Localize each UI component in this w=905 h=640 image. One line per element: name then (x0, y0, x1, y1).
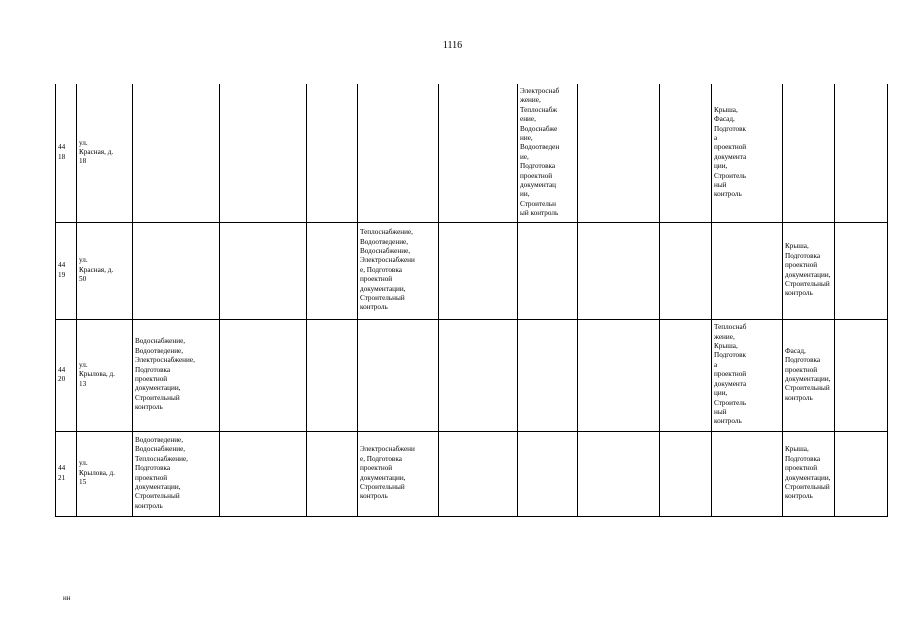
work-cell (439, 84, 518, 222)
table-row (56, 222, 888, 319)
address-cell: ул. Красная, д. 50 (77, 222, 133, 319)
work-cell (307, 84, 358, 222)
work-cell (307, 431, 358, 516)
work-cell (439, 431, 518, 516)
work-cell: Крыша, Подготовка проектной документации, Строительный контроль (783, 431, 835, 516)
work-cell: Крыша, Фасад, Подготовк а проектной документа ции, Строитель ный контроль (712, 84, 783, 222)
work-cell (307, 319, 358, 431)
work-cell (358, 84, 439, 222)
address-cell: ул. Крылова, д. 15 (77, 431, 133, 516)
table-row (56, 431, 888, 516)
work-cell (220, 84, 307, 222)
row-number-cell: 44 18 (56, 84, 77, 222)
work-cell (835, 319, 888, 431)
work-cell (660, 222, 712, 319)
table-row (56, 319, 888, 431)
work-cell (783, 84, 835, 222)
address-cell: ул. Красная, д. 18 (77, 84, 133, 222)
works-table (55, 84, 888, 517)
work-cell (578, 84, 660, 222)
work-cell (439, 319, 518, 431)
work-cell (220, 319, 307, 431)
work-cell (835, 431, 888, 516)
work-cell (220, 222, 307, 319)
work-cell (133, 84, 220, 222)
work-cell (835, 222, 888, 319)
work-cell: Фасад, Подготовка проектной документации, Строительный контроль (783, 319, 835, 431)
work-cell: Крыша, Подготовка проектной документации, Строительный контроль (783, 222, 835, 319)
page-number: 1116 (442, 40, 463, 51)
work-cell (307, 222, 358, 319)
work-cell (220, 431, 307, 516)
footer-mark: нн (63, 594, 71, 602)
work-cell (712, 431, 783, 516)
work-cell (518, 319, 578, 431)
work-cell: Теплоснаб жение, Крыша, Подготовк а проектной документа ции, Строитель ный контроль (712, 319, 783, 431)
work-cell (133, 222, 220, 319)
work-cell (439, 222, 518, 319)
work-cell: Электроснаб жение, Теплоснабж ение, Водоснабже ние, Водоотведен ие, Подготовка проектной документац ии, Строительн ый контроль (518, 84, 578, 222)
work-cell (835, 84, 888, 222)
row-number-cell: 44 19 (56, 222, 77, 319)
work-cell: Водоснабжение, Водоотведение, Электроснабжение, Подготовка проектной документации, Строительный контроль (133, 319, 220, 431)
work-cell (358, 319, 439, 431)
work-cell (518, 431, 578, 516)
work-cell: Теплоснабжение, Водоотведение, Водоснабжение, Электроснабжени е, Подготовка проектной документации, Строительный контроль (358, 222, 439, 319)
table-row (56, 84, 888, 222)
work-cell: Водоотведение, Водоснабжение, Теплоснабжение, Подготовка проектной документации, Строительный контроль (133, 431, 220, 516)
work-cell (578, 319, 660, 431)
work-cell (660, 84, 712, 222)
work-cell (660, 319, 712, 431)
row-number-cell: 44 20 (56, 319, 77, 431)
work-cell (578, 222, 660, 319)
work-cell (660, 431, 712, 516)
work-cell (712, 222, 783, 319)
address-cell: ул. Крылова, д. 13 (77, 319, 133, 431)
work-cell (518, 222, 578, 319)
work-cell: Электроснабжени е, Подготовка проектной документации, Строительный контроль (358, 431, 439, 516)
work-cell (578, 431, 660, 516)
row-number-cell: 44 21 (56, 431, 77, 516)
